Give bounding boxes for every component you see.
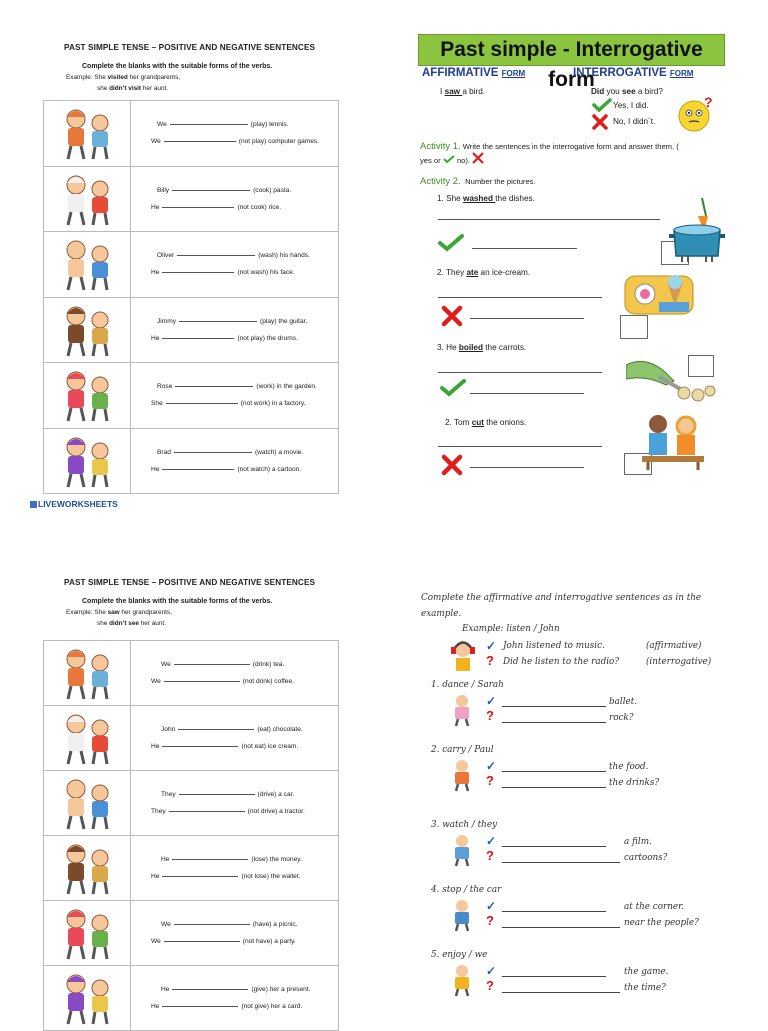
- interrogative-answer-line[interactable]: [502, 722, 606, 723]
- question-mark-icon: ?: [486, 708, 494, 723]
- answer-blank[interactable]: [177, 247, 255, 256]
- interrogative-ending: the time?: [624, 983, 666, 993]
- verb-hint: (not drink) coffee.: [242, 678, 294, 685]
- liveworksheets-logo: LIVEWORKSHEETS: [30, 499, 118, 509]
- verb-hint: (eat) chocolate.: [257, 726, 303, 733]
- worksheet1-title: PAST SIMPLE TENSE – POSITIVE AND NEGATIVE SENTENCES: [64, 43, 316, 52]
- ws1-picture-cell: [44, 428, 131, 494]
- worksheet1-table: [43, 100, 339, 494]
- negative-sentence: [137, 998, 338, 1015]
- ws1-sentence-cell: [131, 297, 339, 363]
- sentence-subject: He: [151, 1003, 160, 1010]
- item-heading: 5. enjoy / we: [431, 950, 488, 960]
- answer-blank[interactable]: [174, 656, 250, 665]
- ws2-sentence-cell: [131, 966, 339, 1031]
- check-mark-icon: ✓: [486, 639, 497, 653]
- question-mark-icon: ?: [486, 978, 494, 993]
- positive-sentence: [137, 247, 338, 264]
- sentence-2-answer-line[interactable]: [470, 318, 584, 319]
- sentence-subject: We: [161, 661, 171, 668]
- thinking-face-icon: [676, 94, 716, 134]
- ws1-illustration: [54, 367, 120, 423]
- interrogative-ending: near the people?: [624, 918, 699, 928]
- ws1-sentence-cell: [131, 363, 339, 429]
- answer-blank[interactable]: [172, 851, 248, 860]
- item-heading: 1. dance / Sarah: [431, 680, 504, 690]
- check-mark-icon: ✓: [486, 694, 497, 708]
- ws2-sentence-cell: [131, 641, 339, 706]
- affirmative-ending: at the corner.: [624, 902, 685, 912]
- positive-sentence: [137, 851, 338, 868]
- sentence-subject: She: [151, 400, 163, 408]
- sentence-1: 1. She washed the dishes.: [437, 194, 535, 203]
- affirmative-example: I saw a bird.: [440, 87, 486, 96]
- negative-sentence: [137, 461, 338, 478]
- answer-blank[interactable]: [169, 803, 245, 812]
- verb-hint: (not eat) ice cream.: [241, 743, 299, 750]
- sentence-4-answer-line[interactable]: [470, 467, 584, 468]
- ws1-row: [44, 232, 339, 298]
- ws1-sentence-cell: [131, 166, 339, 232]
- verb-hint: (wash) his hands.: [258, 252, 310, 260]
- sentence-subject: He: [151, 873, 160, 880]
- svg-text:?: ?: [704, 94, 713, 110]
- ws2-illustration: [54, 905, 120, 961]
- sentence-2: 2. They ate an ice-cream.: [437, 268, 531, 277]
- item-heading: 2. carry / Paul: [431, 745, 494, 755]
- question-mark-icon: ?: [486, 848, 494, 863]
- red-cross-small-icon: [472, 152, 484, 164]
- red-cross-icon: [441, 454, 463, 476]
- worksheet2-title: PAST SIMPLE TENSE – POSITIVE AND NEGATIVE SENTENCES: [64, 578, 316, 587]
- item-heading: 3. watch / they: [431, 820, 498, 830]
- negative-sentence: [137, 330, 338, 347]
- ws2-picture-cell: [44, 966, 131, 1031]
- verb-hint: (drink) tea.: [252, 661, 285, 668]
- verb-hint: (play) the guitar.: [260, 317, 308, 325]
- example-affirmative: John listened to music.: [503, 641, 605, 651]
- verb-hint: (drive) a car.: [257, 791, 295, 798]
- verb-hint: (cook) pasta.: [253, 186, 292, 194]
- red-cross-icon: [441, 305, 463, 327]
- verb-hint: (have) a picnic.: [252, 921, 298, 928]
- ws1-picture-cell: [44, 166, 131, 232]
- green-check-small-icon: [443, 155, 455, 164]
- ws2-row: [44, 641, 339, 706]
- answer-blank[interactable]: [174, 916, 250, 925]
- picture-number-box-2[interactable]: [620, 315, 648, 339]
- sentence-3-question-line[interactable]: [438, 372, 602, 373]
- ws1-illustration: [54, 171, 120, 227]
- interrogative-form-heading: INTERROGATIVE FORM: [573, 67, 694, 79]
- ws2-picture-cell: [44, 706, 131, 771]
- affirmative-answer-line[interactable]: [502, 911, 606, 912]
- question-mark-icon: ?: [486, 913, 494, 928]
- complete-instruction: Complete the affirmative and interrogative sentences as in the example.: [421, 593, 702, 619]
- green-check-icon: [438, 234, 464, 252]
- ws1-picture-cell: [44, 101, 131, 167]
- item-picture: [444, 963, 480, 997]
- yes-answer: Yes, I did.: [613, 101, 649, 110]
- answer-blank[interactable]: [179, 786, 255, 795]
- answer-blank[interactable]: [178, 721, 254, 730]
- negative-sentence: [137, 133, 338, 150]
- check-mark-icon: ✓: [486, 759, 497, 773]
- answer-blank[interactable]: [175, 378, 253, 387]
- sentence-subject: He: [151, 203, 160, 211]
- affirmative-ending: the game.: [624, 967, 669, 977]
- verb-hint: (play) tennis.: [250, 121, 289, 129]
- sentence-1-answer-line[interactable]: [472, 248, 577, 249]
- question-mark-icon: ?: [486, 653, 494, 668]
- sentence-subject: He: [151, 465, 160, 473]
- answer-blank[interactable]: [170, 116, 248, 125]
- ws2-picture-cell: [44, 771, 131, 836]
- item-picture: [444, 833, 480, 867]
- ws1-illustration: [54, 105, 120, 161]
- ws2-illustration: [54, 840, 120, 896]
- complete-example-heading: Example: listen / John: [462, 624, 560, 634]
- affirmative-ending: ballet.: [609, 697, 638, 707]
- verb-hint: (lose) the money.: [251, 856, 302, 863]
- ws1-sentence-cell: [131, 232, 339, 298]
- ws1-row: [44, 166, 339, 232]
- sentence-1-question-line[interactable]: [438, 219, 660, 220]
- positive-sentence: [137, 721, 338, 738]
- verb-hint: (give) her a present.: [251, 986, 311, 993]
- interrogative-answer-line[interactable]: [502, 992, 620, 993]
- sentence-subject: Oliver: [157, 252, 175, 260]
- worksheet2-instruction: Complete the blanks with the suitable forms of the verbs.: [82, 598, 273, 605]
- positive-sentence: [137, 182, 338, 199]
- sentence-2-question-line[interactable]: [438, 297, 602, 298]
- sentence-subject: We: [157, 121, 167, 129]
- ws2-row: [44, 771, 339, 836]
- ws2-row: [44, 706, 339, 771]
- verb-hint: (not play) computer games.: [238, 138, 320, 146]
- green-check-icon: [440, 379, 466, 397]
- verb-hint: (not watch) a cartoon.: [237, 465, 302, 473]
- interrogative-ending: rock?: [609, 713, 634, 723]
- verb-hint: (not have) a party.: [242, 938, 296, 945]
- negative-sentence: [137, 803, 338, 820]
- negative-sentence: [137, 738, 338, 755]
- sentence-subject: They: [161, 791, 176, 798]
- answer-blank[interactable]: [179, 313, 257, 322]
- check-mark-icon: ✓: [486, 964, 497, 978]
- sentence-subject: We: [161, 921, 171, 928]
- affirmative-ending: a film.: [624, 837, 652, 847]
- sentence-subject: We: [151, 938, 161, 945]
- sentence-subject: Jimmy: [157, 317, 177, 325]
- ws1-row: [44, 363, 339, 429]
- question-mark-icon: ?: [486, 773, 494, 788]
- positive-sentence: [137, 116, 338, 133]
- example-interrogative: Did he listen to the radio?: [503, 657, 620, 667]
- answer-blank[interactable]: [174, 444, 252, 453]
- ws2-sentence-cell: [131, 836, 339, 901]
- verb-hint: (not cook) rice.: [237, 203, 282, 211]
- sentence-subject: Billy: [157, 186, 170, 194]
- activity1-text: Activity 1. Write the sentences in the interrogative form and answer them. ( yes or no).: [420, 141, 679, 165]
- ws2-sentence-cell: [131, 901, 339, 966]
- affirmative-answer-line[interactable]: [502, 976, 606, 977]
- answer-blank[interactable]: [162, 998, 238, 1007]
- ws1-illustration: [54, 433, 120, 489]
- red-cross-icon: [592, 114, 608, 130]
- ws1-illustration: [54, 302, 120, 358]
- negative-sentence: [137, 264, 338, 281]
- worksheet1-example-line1: Example: She visited her grandparents,: [66, 74, 181, 81]
- affirmative-ending: the food.: [609, 762, 649, 772]
- check-mark-icon: ✓: [486, 899, 497, 913]
- cutting-vegetables-picture: [626, 355, 716, 403]
- ws1-picture-cell: [44, 232, 131, 298]
- answer-blank[interactable]: [166, 395, 238, 404]
- ws2-picture-cell: [44, 901, 131, 966]
- positive-sentence: [137, 656, 338, 673]
- negative-sentence: [137, 868, 338, 885]
- negative-sentence: [137, 673, 338, 690]
- answer-blank[interactable]: [172, 981, 248, 990]
- answer-blank[interactable]: [162, 738, 238, 747]
- ws2-illustration: [54, 710, 120, 766]
- positive-sentence: [137, 378, 338, 395]
- sentence-3-answer-line[interactable]: [470, 393, 584, 394]
- ws2-picture-cell: [44, 641, 131, 706]
- verb-hint: (not lose) the wallet.: [241, 873, 301, 880]
- answer-blank[interactable]: [162, 461, 234, 470]
- affirmative-answer-line[interactable]: [502, 846, 606, 847]
- ws2-row: [44, 836, 339, 901]
- sentence-4: 2. Tom cut the onions.: [445, 418, 527, 427]
- positive-sentence: [137, 444, 338, 461]
- interrogative-answer-line[interactable]: [502, 927, 620, 928]
- ws1-row: [44, 101, 339, 167]
- worksheet2-example-line2: she didn’t see her aunt.: [97, 620, 166, 627]
- ws2-illustration: [54, 970, 120, 1026]
- verb-hint: (not play) the drums.: [237, 334, 298, 342]
- ws2-illustration: [54, 775, 120, 831]
- affirmative-answer-line[interactable]: [502, 706, 606, 707]
- ws1-row: [44, 297, 339, 363]
- ws2-sentence-cell: [131, 706, 339, 771]
- children-picture: [640, 412, 706, 472]
- example-affirmative-tag: (affirmative): [646, 641, 702, 651]
- ice-cream-picture: [623, 272, 695, 318]
- ws1-picture-cell: [44, 363, 131, 429]
- ws2-row: [44, 901, 339, 966]
- answer-blank[interactable]: [162, 199, 234, 208]
- ws1-sentence-cell: [131, 101, 339, 167]
- answer-blank[interactable]: [162, 868, 238, 877]
- sentence-subject: Rose: [157, 383, 173, 391]
- positive-sentence: [137, 916, 338, 933]
- negative-sentence: [137, 395, 338, 412]
- check-mark-icon: ✓: [486, 834, 497, 848]
- answer-blank[interactable]: [172, 182, 250, 191]
- item-picture: [444, 758, 480, 792]
- interrogative-ending: cartoons?: [624, 853, 668, 863]
- worksheet1-example-line2: she didn’t visit her aunt.: [97, 85, 169, 92]
- answer-blank[interactable]: [164, 133, 236, 142]
- sentence-subject: We: [151, 138, 161, 146]
- item-picture: [444, 693, 480, 727]
- verb-hint: (not wash) his face.: [237, 269, 295, 277]
- worksheet2-example-line1: Example: She saw her grandparents,: [66, 609, 172, 616]
- negative-sentence: [137, 199, 338, 216]
- ws2-picture-cell: [44, 836, 131, 901]
- negative-sentence: [137, 933, 338, 950]
- positive-sentence: [137, 786, 338, 803]
- affirmative-answer-line[interactable]: [502, 771, 606, 772]
- verb-hint: (not give) her a card.: [241, 1003, 303, 1010]
- ws2-row: [44, 966, 339, 1031]
- sentence-subject: He: [151, 743, 160, 750]
- verb-hint: (not work) in a factory.: [240, 400, 306, 408]
- interrogative-ending: the drinks?: [609, 778, 660, 788]
- ws1-picture-cell: [44, 297, 131, 363]
- item-heading: 4. stop / the car: [431, 885, 502, 895]
- sentence-subject: They: [151, 808, 166, 815]
- sentence-subject: Brad: [157, 448, 171, 456]
- sentence-subject: He: [161, 986, 170, 993]
- worksheet1-instruction: Complete the blanks with the suitable forms of the verbs.: [82, 63, 273, 70]
- interrogative-example: Did you see a bird?: [591, 87, 663, 96]
- sentence-subject: John: [161, 726, 176, 733]
- green-check-icon: [592, 98, 612, 112]
- worksheet2-table: [43, 640, 339, 1031]
- answer-blank[interactable]: [162, 264, 234, 273]
- item-picture: [444, 898, 480, 932]
- boiling-pot-icon: [668, 192, 728, 264]
- ws1-sentence-cell: [131, 428, 339, 494]
- sentence-3: 3. He boiled the carrots.: [437, 343, 527, 352]
- ws1-illustration: [54, 236, 120, 292]
- affirmative-form-heading: AFFIRMATIVE FORM: [422, 67, 526, 79]
- no-answer: No, I didn´t.: [613, 117, 656, 126]
- answer-blank[interactable]: [164, 933, 240, 942]
- sentence-subject: He: [151, 269, 160, 277]
- verb-hint: (not drive) a tractor.: [247, 808, 305, 815]
- liveworksheets-logo-icon: [30, 501, 37, 508]
- interrogative-answer-line[interactable]: [502, 862, 620, 863]
- interrogative-answer-line[interactable]: [502, 787, 606, 788]
- boy-headphones-picture: [448, 638, 478, 672]
- verb-hint: (watch) a movie.: [254, 448, 304, 456]
- ws2-illustration: [54, 645, 120, 701]
- ws2-sentence-cell: [131, 771, 339, 836]
- ws1-row: [44, 428, 339, 494]
- verb-hint: (work) in the garden.: [256, 383, 317, 391]
- positive-sentence: [137, 981, 338, 998]
- answer-blank[interactable]: [164, 673, 240, 682]
- sentence-subject: We: [151, 678, 161, 685]
- positive-sentence: [137, 313, 338, 330]
- example-interrogative-tag: (interrogative): [646, 657, 712, 667]
- answer-blank[interactable]: [162, 330, 234, 339]
- sentence-4-question-line[interactable]: [438, 446, 602, 447]
- sentence-subject: He: [161, 856, 170, 863]
- interrogative-title-banner: Past simple - Interrogative form: [418, 34, 725, 66]
- activity2-text: Activity 2. Number the pictures.: [420, 176, 536, 187]
- sentence-subject: He: [151, 334, 160, 342]
